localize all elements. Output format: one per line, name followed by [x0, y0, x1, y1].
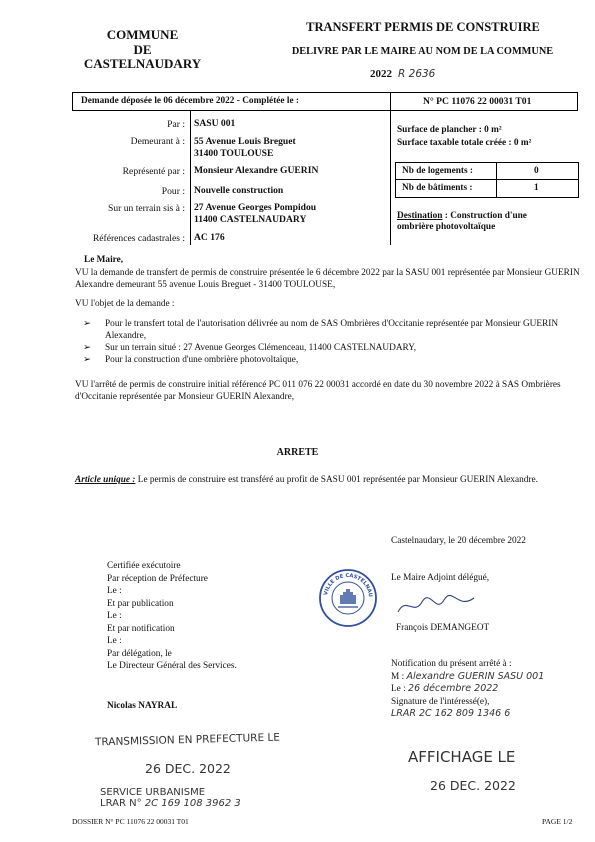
handwritten-signature-icon [396, 592, 476, 618]
signer-name: François DEMANGEOT [396, 623, 490, 633]
stamp-lrar-label: LRAR N° [100, 798, 142, 809]
destination-label: Destination [397, 211, 443, 221]
footer-dossier: DOSSIER N° PC 11076 22 00031 T01 [72, 817, 189, 826]
bullet-text-2: Sur un terrain situé : 27 Avenue Georges Clémenceau, 11400 CASTELNAUDARY, [105, 343, 417, 353]
box-column-divider [190, 110, 191, 245]
cert-line: Le : [107, 586, 122, 596]
commune-line3: CASTELNAUDARY [83, 56, 202, 71]
destination [397, 211, 527, 223]
box-mid-border [390, 92, 391, 110]
vu-demande: VU la demande de transfert de permis de construire présentée le 6 décembre 2022 par la SASU 001 représentée par Monsieur GUERIN Alexandre demeurant 55 avenue Louis Breguet - 31400 TOULOUSE, [75, 268, 580, 290]
demeurant-line1: 55 Avenue Louis Breguet [194, 136, 296, 147]
stamp-lrar [100, 798, 241, 809]
counts-col-divider [496, 163, 497, 197]
year-text: 2022 [370, 68, 392, 80]
stamp-date-affichage: 26 DEC. 2022 [430, 778, 516, 793]
cert-line: Le : [107, 636, 122, 646]
notif-le-line [391, 683, 544, 696]
batiments-value: 1 [534, 183, 539, 193]
logements-label: Nb de logements : [402, 166, 474, 176]
permit-number: N° PC 11076 22 00031 T01 [423, 96, 532, 107]
stamp-affichage: AFFICHAGE LE [408, 748, 516, 766]
notif-lrar-handwritten: LRAR 2C 162 809 1346 6 [391, 708, 511, 719]
seal-text: VILLE DE CASTELNAU [323, 572, 374, 598]
logements-value: 0 [534, 166, 539, 176]
row-cadastre-label: Références cadastrales : [92, 233, 185, 244]
demeurant-line2: 31400 TOULOUSE [194, 147, 274, 159]
stamp-date-prefecture: 26 DEC. 2022 [145, 761, 231, 776]
box-right-column-divider [390, 110, 391, 245]
arrow-bullet-icon: ➢ [83, 343, 91, 353]
place-date: Castelnaudary, le 20 décembre 2022 [391, 536, 526, 546]
row-demeurant-label: Demeurant à : [130, 136, 185, 147]
cert-line: Par délégation, le [107, 648, 172, 659]
batiments-label: Nb de bâtiments : [402, 183, 473, 193]
arrete-heading: ARRETE [276, 447, 319, 458]
vu-objet: VU l'objet de la demande : [75, 299, 175, 309]
bullet-text-3: Pour la construction d'une ombrière photovoltaïque, [105, 355, 299, 365]
notif-signature-label: Signature de l'intéressé(e), [391, 696, 490, 707]
stamp-lrar-value: 2C 169 108 3962 3 [144, 798, 241, 809]
bullet-item-3 [83, 354, 583, 366]
notification-block [391, 658, 544, 721]
surface-taxable: Surface taxable totale créée : 0 m² [397, 138, 532, 148]
bullet-item-2 [83, 342, 583, 354]
document-year [370, 68, 435, 80]
row-demeurant-value [194, 136, 296, 159]
commune-line2: DE [133, 41, 152, 57]
document-subtitle: DELIVRE PAR LE MAIRE AU NOM DE LA COMMUNE [291, 46, 554, 57]
article-label: Article unique : [75, 475, 136, 485]
certification-block [107, 560, 237, 673]
bullet-text-1: Pour le transfert total de l'autorisation délivrée au nom de SAS Ombrières d'Occitanie représentée par Monsieur GUERIN Alexandre, [105, 319, 559, 341]
box-left-border [72, 92, 73, 110]
arrow-bullet-icon: ➢ [83, 355, 91, 365]
nayral-name: Nicolas NAYRAL [107, 701, 178, 711]
notif-m-line [391, 671, 544, 684]
article-text: Le permis de construire est transféré au profit de SASU 001 représentée par Monsieur GUERIN Alexandre. [135, 475, 538, 485]
demande-deposee: Demande déposée le 06 décembre 2022 - Complétée le : [81, 96, 299, 106]
row-pour-label: Pour : [161, 186, 185, 197]
row-represente-value: Monsieur Alexandre GUERIN [194, 165, 319, 176]
notif-le-label: Le : [391, 684, 406, 694]
maire-adjoint: Le Maire Adjoint délégué, [391, 573, 490, 583]
document-title: TRANSFERT PERMIS DE CONSTRUIRE [306, 20, 540, 34]
notif-le-value: 26 décembre 2022 [408, 683, 499, 694]
footer-page: PAGE 1/2 [542, 817, 573, 826]
box-right-border [577, 92, 578, 110]
cert-line: Certifiée exécutoire [107, 561, 181, 571]
row-terrain-value [194, 202, 316, 225]
notif-title: Notification du présent arrêté à : [391, 659, 512, 669]
notif-m-value: Alexandre GUERIN SASU 001 [406, 670, 545, 682]
handwritten-number: R 2636 [398, 68, 436, 80]
commune-seal [318, 568, 378, 633]
bullet-item-1 [83, 318, 583, 342]
stamp-service: SERVICE URBANISME [100, 787, 206, 798]
counts-row-divider [396, 179, 578, 180]
row-represente-label: Représenté par : [122, 166, 185, 177]
notif-m-label: M : [391, 671, 405, 682]
row-par-value: SASU 001 [194, 118, 236, 129]
cert-line: Le Directeur Général des Services. [107, 661, 237, 671]
destination-text-line2: ombrière photovoltaïque [397, 222, 496, 232]
box-top-border [72, 92, 578, 93]
cert-line: Et par publication [107, 598, 174, 609]
le-maire: Le Maire, [84, 255, 124, 265]
row-cadastre-value: AC 176 [194, 232, 225, 243]
row-par-label: Par : [167, 119, 185, 130]
cert-line: Par réception de Préfecture [107, 573, 208, 584]
surface-plancher: Surface de plancher : 0 m² [397, 125, 502, 135]
terrain-line2: 11400 CASTELNAUDARY [194, 213, 307, 225]
commune-line1: COMMUNE [106, 27, 179, 42]
article-unique [75, 474, 585, 486]
destination-text: : Construction d'une [442, 211, 527, 221]
vu-arrete-initial: VU l'arrêté de permis de construire initial référencé PC 011 076 22 00031 accordé en date du 30 novembre 2022 à SAS Ombrières d'Occitanie représentée par Monsieur GUERIN Alexandre, [75, 380, 561, 402]
stamp-transmission: TRANSMISSION EN PREFECTURE LE [94, 731, 281, 749]
row-pour-value: Nouvelle construction [194, 185, 284, 196]
commune-block [70, 28, 215, 72]
arrow-bullet-icon: ➢ [83, 319, 91, 329]
counts-table [395, 162, 579, 198]
cert-line: Et par notification [107, 623, 175, 634]
signature-scrawl [396, 592, 476, 623]
terrain-line1: 27 Avenue Georges Pompidou [194, 202, 317, 213]
row-terrain-label: Sur un terrain sis à : [107, 203, 185, 214]
cert-line: Le : [107, 611, 122, 621]
seal-icon [318, 568, 378, 628]
box-divider [72, 110, 578, 111]
